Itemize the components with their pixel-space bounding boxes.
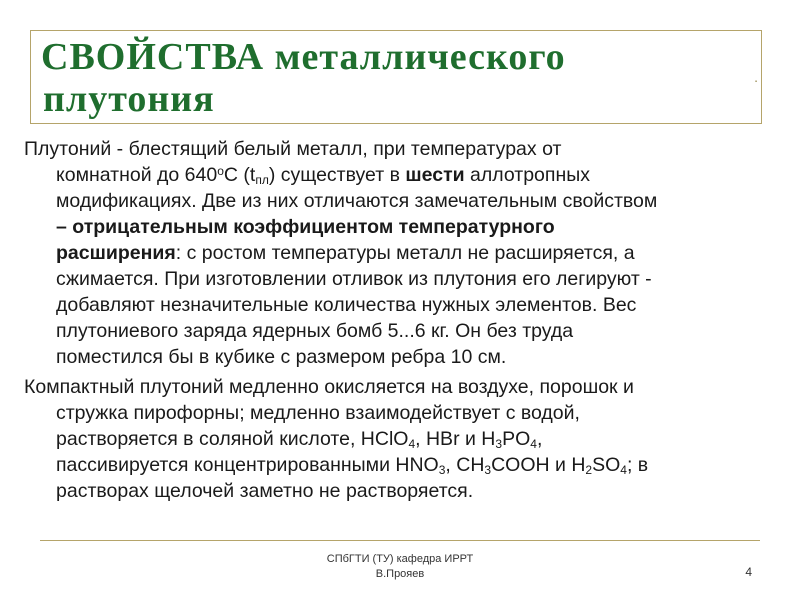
p1-line-3: модификациях. Две из них отличаются замечательным свойством xyxy=(56,190,658,212)
p1-line-2-c: С (t xyxy=(223,164,256,186)
title-decor-dot: . xyxy=(754,69,758,85)
title-line-2: плутония xyxy=(43,78,215,120)
footer-author: В.Прояев xyxy=(375,568,425,580)
body-text xyxy=(24,136,764,508)
melting-sub: пл xyxy=(255,173,269,187)
p2-line-4-b: , CH xyxy=(445,454,485,476)
p2-line-3-c: PO xyxy=(502,428,531,450)
p1-line-2-text: комнатной до 640 xyxy=(56,164,218,186)
p1-line-2 xyxy=(24,162,764,188)
p1-line-6: сжимается. При изготовлении отливок из плутония его легируют - xyxy=(56,268,652,290)
p1-bold-coef: – отрицательным коэффициентом температурного xyxy=(56,216,555,238)
p2-line-4-e: ; в xyxy=(626,454,649,476)
p1-bold-six: шести xyxy=(405,164,465,186)
sub-4: 4 xyxy=(408,437,416,451)
p2-line-2: стружка пирофорны; медленно взаимодействует с водой, xyxy=(56,402,580,424)
p2-line-1: Компактный плутоний медленно окисляется на воздухе, порошок и xyxy=(24,376,634,398)
title-box xyxy=(30,30,762,124)
sub-3b: 3 xyxy=(484,463,492,477)
footer-institution: СПбГТИ (ТУ) кафедра ИРРТ xyxy=(326,553,474,565)
p1-line-7: добавляют незначительные количества нужных элементов. Вес xyxy=(56,294,637,316)
p2-line-3 xyxy=(24,426,764,452)
p1-line-5 xyxy=(24,240,764,266)
page-number: 4 xyxy=(745,565,752,579)
sub-3: 3 xyxy=(495,437,503,451)
footer-divider xyxy=(40,540,760,541)
p2-line-4 xyxy=(24,452,764,478)
p1-line-5-text: : с ростом температуры металл не расширяется, а xyxy=(175,242,635,264)
p2-line-3-a: растворяется в соляной кислоте, HClO xyxy=(56,428,409,450)
sub-2: 2 xyxy=(585,463,593,477)
paragraph-1 xyxy=(24,136,764,370)
title-line-1: СВОЙСТВА металлического xyxy=(41,36,566,78)
sub-3a: 3 xyxy=(438,463,446,477)
p1-line-8: плутониевого заряда ядерных бомб 5...6 кг. Он без труда xyxy=(56,320,574,342)
p2-line-4-a: пассивируется концентрированными HNO xyxy=(56,454,439,476)
p2-line-5: растворах щелочей заметно не растворяется. xyxy=(56,480,474,502)
p1-line-9: поместился бы в кубике с размером ребра 10 см. xyxy=(56,346,507,368)
p1-line-2-b: ) существует в xyxy=(268,164,406,186)
paragraph-2 xyxy=(24,374,764,504)
degree-sup: о xyxy=(217,164,224,178)
p1-line-1: Плутоний - блестящий белый металл, при температурах от xyxy=(24,138,562,160)
p2-line-3-d: , xyxy=(536,428,543,450)
sub-4c: 4 xyxy=(620,463,627,477)
p2-line-4-c: COOH и H xyxy=(491,454,586,476)
p1-line-2-c2: аллотропных xyxy=(464,164,590,186)
p2-line-3-b: , HBr и H xyxy=(415,428,496,450)
p1-bold-expansion: расширения xyxy=(56,242,176,264)
p2-line-4-d: SO xyxy=(592,454,621,476)
sub-4b: 4 xyxy=(530,437,537,451)
p1-line-4 xyxy=(24,214,764,240)
